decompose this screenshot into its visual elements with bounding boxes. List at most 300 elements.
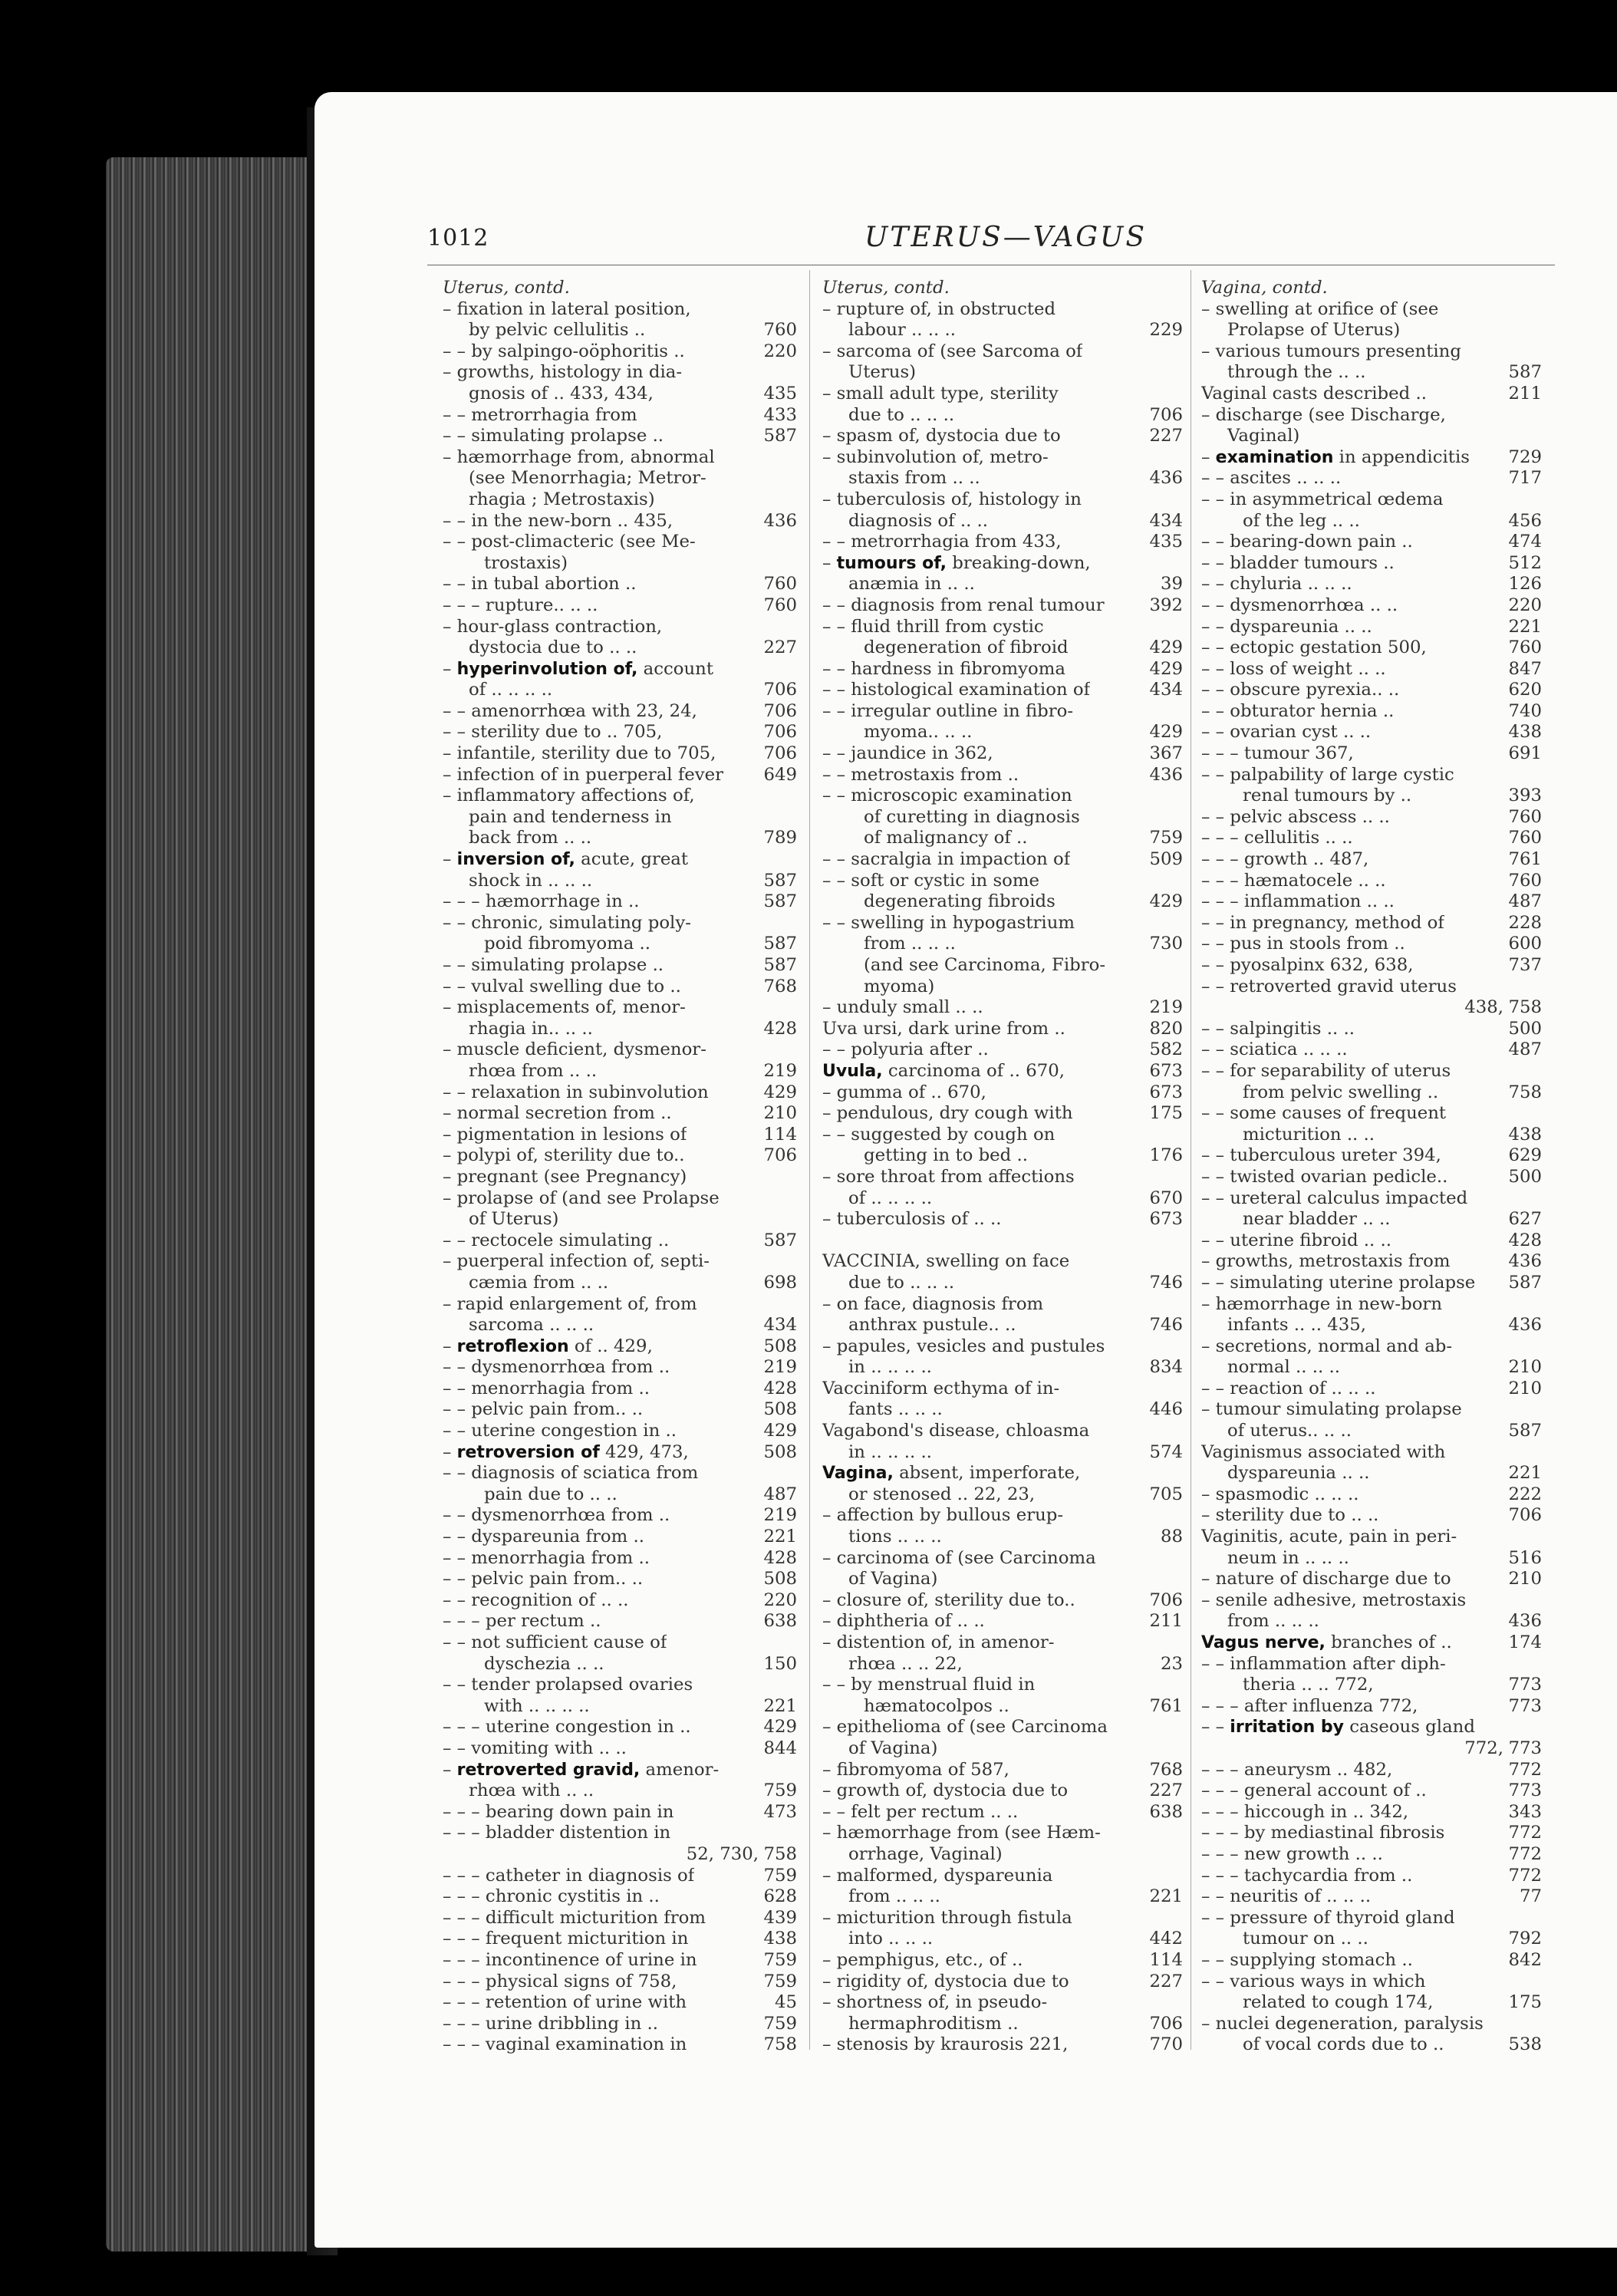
entry-text: neum in .. .. .. [1227, 1547, 1349, 1568]
entry-text: – – tuberculous ureter 394, [1201, 1145, 1441, 1166]
entry-text: – nuclei degeneration, paralysis [1201, 2013, 1484, 2034]
page-reference: 844 [763, 1738, 797, 1758]
entry-text: – – some causes of frequent [1201, 1103, 1447, 1124]
index-entry [1201, 1992, 1542, 2014]
index-entry [822, 278, 1183, 299]
entry-text: Uterus, contd. [443, 278, 570, 298]
index-entry [1201, 1039, 1542, 1061]
index-entry [822, 1336, 1183, 1358]
entry-text: – infection of in puerperal fever [443, 764, 724, 785]
page-reference: 673 [1149, 1082, 1183, 1102]
page-reference: 759 [763, 1780, 797, 1801]
page-reference: 772 [1508, 1823, 1542, 1843]
page-reference: 758 [763, 1843, 797, 1864]
index-entry [1201, 1484, 1542, 1506]
entry-text: of Vagina) [848, 1738, 938, 1758]
entry-text: – carcinoma of (see Carcinoma [822, 1547, 1096, 1568]
entry-text: back from .. .. [469, 828, 592, 848]
index-entry [822, 574, 1183, 595]
index-entry [1201, 1421, 1542, 1442]
entry-text: – – twisted ovarian pedicle.. [1201, 1166, 1448, 1187]
entry-text: in .. .. .. .. [848, 1441, 932, 1462]
index-entry [822, 447, 1183, 469]
index-entry [443, 1167, 797, 1188]
index-entry [443, 1336, 797, 1358]
index-entry [822, 1675, 1183, 1696]
page-reference: 436 [763, 510, 797, 531]
entry-text: dyschezia .. .. [484, 1653, 604, 1674]
index-entry [822, 1315, 1183, 1336]
page-reference: 487 [763, 1484, 797, 1504]
entry-text: – spasmodic .. .. .. [1201, 1484, 1359, 1504]
index-entry [822, 2034, 1183, 2056]
entry-text: 438, [1464, 997, 1503, 1018]
page-reference: 706 [763, 680, 797, 700]
index-entry [822, 1039, 1183, 1061]
page-reference: 500 [1508, 1166, 1542, 1187]
entry-text: – epithelioma of (see Carcinoma [822, 1717, 1108, 1738]
page-reference: 698 [763, 1272, 797, 1293]
entry-text: – fibromyoma of 587, [822, 1759, 1009, 1780]
entry-text: Uterus) [848, 362, 917, 383]
page-reference: 434 [763, 1315, 797, 1336]
page-reference: 439 [763, 1907, 797, 1928]
entry-text: tions .. .. .. [848, 1527, 942, 1547]
page-reference: 508 [763, 1336, 797, 1356]
entry-text: – sore throat from affections [822, 1166, 1075, 1187]
index-entry [822, 1760, 1183, 1781]
index-entry [443, 1590, 797, 1612]
entry-text: – – bladder tumours .. [1201, 552, 1395, 573]
index-entry [443, 1399, 797, 1421]
entry-text: from pelvic swelling .. [1243, 1082, 1439, 1102]
entry-text: – – for separability of uterus [1201, 1060, 1451, 1081]
entry-text: – – chyluria .. .. .. [1201, 574, 1352, 595]
page-reference: 487 [1508, 1039, 1542, 1060]
index-entry [822, 1590, 1183, 1612]
entry-text: – sterility due to .. .. [1201, 1505, 1379, 1526]
page-reference: 429 [763, 1082, 797, 1102]
entry-text: – – pelvic pain from.. .. [443, 1569, 644, 1589]
index-entry [443, 468, 797, 489]
entry-text: – discharge (see Discharge, [1201, 404, 1446, 425]
page-reference: 508 [763, 1441, 797, 1462]
page-reference: 210 [1508, 1569, 1542, 1589]
page-reference: 761 [1149, 1695, 1183, 1716]
index-entry [822, 1992, 1183, 2014]
page-reference: 759 [763, 2013, 797, 2034]
index-entry [1201, 1929, 1542, 1950]
page-reference: 456 [1508, 510, 1542, 531]
page-reference: 706 [763, 743, 797, 764]
entry-text: – – – hæmorrhage in .. [443, 891, 640, 912]
index-entry [443, 1950, 797, 1972]
index-entry [443, 659, 797, 680]
entry-text: – – recognition of .. .. [443, 1589, 629, 1610]
index-entry [1201, 574, 1542, 595]
index-entry [1201, 1082, 1542, 1104]
index-entry [822, 1866, 1183, 1887]
entry-text: – – by menstrual fluid in [822, 1675, 1036, 1695]
entry-text: due to .. .. .. [848, 1272, 955, 1293]
entry-text: – growth of, dystocia due to [822, 1780, 1069, 1801]
entry-text: – growths, metrostaxis from [1201, 1251, 1451, 1272]
entry-text: – misplacements of, menor- [443, 997, 686, 1018]
index-entry [1201, 1315, 1542, 1336]
page-reference: 627 [1508, 1209, 1542, 1230]
entry-text: diagnosis of .. .. [848, 510, 989, 531]
index-entry [443, 1315, 797, 1336]
entry-text: in .. .. .. .. [848, 1357, 932, 1378]
index-entry [822, 997, 1183, 1019]
index-entry [1201, 1802, 1542, 1823]
index-entry [1201, 595, 1542, 617]
entry-heading: retroverted gravid, [456, 1760, 641, 1780]
index-entry [822, 680, 1183, 701]
entry-text: – – – tachycardia from .. [1201, 1865, 1413, 1886]
index-entry [443, 1421, 797, 1442]
index-entry [1201, 637, 1542, 659]
index-entry [443, 1251, 797, 1273]
entry-text: – – irritation by caseous gland [1201, 1717, 1475, 1738]
index-entry [443, 807, 797, 828]
index-entry [1201, 511, 1542, 532]
entry-text: degeneration of fibroid [864, 637, 1069, 658]
page-reference: 175 [1508, 1992, 1542, 2013]
entry-text: – micturition through fistula [822, 1907, 1072, 1928]
page-reference: 761 [1508, 849, 1542, 870]
entry-text: related to cough 174, [1243, 1992, 1434, 2013]
page-reference: 773 [1508, 1695, 1542, 1716]
entry-text: – rigidity of, dystocia due to [822, 1971, 1069, 1991]
index-entry [1201, 701, 1542, 723]
entry-text: – – uterine fibroid .. .. [1201, 1230, 1392, 1250]
index-entry [822, 934, 1183, 955]
index-entry [822, 871, 1183, 892]
page-reference: 428 [763, 1378, 797, 1398]
entry-text: – – suggested by cough on [822, 1124, 1055, 1145]
page-reference: 392 [1149, 595, 1183, 615]
index-entry [443, 1442, 797, 1464]
index-entry [1201, 1738, 1542, 1760]
index-entry [443, 1548, 797, 1570]
entry-text: – – retroverted gravid uterus [1201, 976, 1457, 996]
index-entry [443, 743, 797, 765]
index-entry [443, 849, 797, 871]
index-entry [443, 1039, 797, 1061]
entry-text: – – microscopic examination [822, 786, 1072, 806]
entry-text: – – in pregnancy, method of [1201, 912, 1444, 933]
page-reference: 768 [1149, 1759, 1183, 1780]
page-reference: 220 [763, 341, 797, 361]
entry-text: – – ascites .. .. .. [1201, 468, 1342, 489]
page-reference: 706 [763, 1145, 797, 1166]
entry-text: – subinvolution of, metro- [822, 446, 1049, 467]
entry-text: – – simulating prolapse .. [443, 426, 664, 446]
index-entry [443, 2014, 797, 2035]
index-entry [822, 765, 1183, 786]
page-reference: 772 [1508, 1759, 1542, 1780]
entry-text: – – bearing-down pain .. [1201, 532, 1413, 552]
index-entry [822, 828, 1183, 849]
entry-text: Uterus, contd. [822, 278, 950, 298]
index-entry [443, 1632, 797, 1654]
entry-text: degenerating fibroids [864, 891, 1055, 912]
index-entry [443, 341, 797, 363]
entry-text: – – – retention of urine with [443, 1992, 687, 2013]
index-entry [1201, 1442, 1542, 1464]
entry-text: – – – urine dribbling in .. [443, 2013, 659, 2034]
entry-text: anthrax pustule.. .. [848, 1315, 1016, 1336]
entry-text: – diphtheria of .. .. [822, 1611, 985, 1632]
entry-text: – – – per rectum .. [443, 1611, 601, 1632]
index-entry [822, 659, 1183, 680]
entry-text: – spasm of, dystocia due to [822, 426, 1061, 446]
page-reference: 600 [1508, 934, 1542, 954]
index-entry [822, 362, 1183, 384]
entry-text: – – dyspareunia .. .. [1201, 616, 1372, 637]
index-entry [1201, 384, 1542, 405]
page-reference: 39 [1160, 574, 1183, 595]
index-entry [822, 1696, 1183, 1718]
index-entry [1201, 997, 1542, 1019]
entry-text: – – hardness in fibromyoma [822, 658, 1065, 679]
entry-text: – – amenorrhœa with 23, 24, [443, 700, 697, 721]
page-reference: 691 [1508, 743, 1542, 764]
entry-text: – – pressure of thyroid gland [1201, 1907, 1455, 1928]
entry-text: – retroflexion of .. 429, [443, 1336, 653, 1356]
page-reference: 210 [763, 1103, 797, 1124]
index-entry [1201, 1908, 1542, 1929]
page-reference: 219 [763, 1060, 797, 1081]
index-entry [1201, 1251, 1542, 1273]
entry-text: VACCINIA, swelling on face [822, 1251, 1070, 1272]
page-reference: 150 [763, 1653, 797, 1674]
page-reference: 706 [1149, 2013, 1183, 2034]
index-entry [822, 1654, 1183, 1675]
page-reference: 428 [763, 1018, 797, 1039]
entry-text: Vagina, absent, imperforate, [822, 1463, 1081, 1484]
index-entry [822, 1780, 1183, 1802]
entry-text: anæmia in .. .. [848, 574, 975, 595]
index-entry [822, 1103, 1183, 1125]
entry-text: with .. .. .. .. [484, 1695, 590, 1716]
index-entry [1201, 1505, 1542, 1527]
entry-text: gnosis of .. 433, 434, [469, 383, 654, 404]
entry-text: rhœa .. .. 22, [848, 1653, 963, 1674]
index-entry [822, 701, 1183, 723]
index-entry [822, 1019, 1183, 1040]
page-reference: 587 [763, 1230, 797, 1250]
page-reference: 219 [763, 1505, 797, 1526]
index-entry [822, 1908, 1183, 1929]
index-entry [443, 617, 797, 638]
page-reference: 587 [763, 934, 797, 954]
index-entry [443, 1738, 797, 1760]
index-entry [822, 1527, 1183, 1548]
entry-heading: retroflexion [456, 1336, 569, 1356]
entry-text: – – soft or cystic in some [822, 870, 1039, 891]
index-entry [443, 871, 797, 892]
index-entry [443, 1780, 797, 1802]
entry-text: – – metrorrhagia from [443, 404, 637, 425]
entry-text: – – relaxation in subinvolution [443, 1082, 709, 1102]
entry-text: – muscle deficient, dysmenor- [443, 1039, 706, 1060]
page-reference: 436 [1149, 468, 1183, 489]
index-entry [1201, 1611, 1542, 1632]
entry-text: – – rectocele simulating .. [443, 1230, 670, 1250]
index-entry [822, 1379, 1183, 1400]
index-entry [822, 1061, 1183, 1082]
index-entry [822, 617, 1183, 638]
entry-text: – – – after influenza 772, [1201, 1695, 1418, 1716]
entry-text: of vocal cords due to .. [1243, 2034, 1444, 2055]
entry-heading: inversion of, [456, 850, 575, 870]
page-reference: 587 [763, 955, 797, 975]
index-entry [822, 849, 1183, 871]
page-reference: 438 [763, 1929, 797, 1949]
entry-text: orrhage, Vaginal) [848, 1843, 1003, 1864]
index-entry [822, 977, 1183, 998]
entry-text: – senile adhesive, metrostaxis [1201, 1589, 1467, 1610]
index-entry [822, 1357, 1183, 1379]
page-reference: 88 [1160, 1527, 1183, 1547]
entry-text: – malformed, dyspareunia [822, 1865, 1053, 1886]
page-reference: 730 [1149, 934, 1183, 954]
page-reference: 429 [1149, 658, 1183, 679]
index-entry [1201, 786, 1542, 807]
entry-text: – infantile, sterility due to 705, [443, 743, 716, 764]
entry-heading: hyperinvolution of, [456, 659, 638, 679]
page-reference: 587 [763, 426, 797, 446]
page-number: 1012 [427, 225, 489, 252]
page-reference: 429 [763, 1717, 797, 1738]
entry-text: – – – growth .. 487, [1201, 849, 1369, 870]
entry-text: – – loss of weight .. .. [1201, 658, 1386, 679]
entry-text: rhagia in.. .. .. [469, 1018, 593, 1039]
entry-text: – secretions, normal and ab- [1201, 1336, 1453, 1356]
entry-text: – hæmorrhage in new-born [1201, 1293, 1443, 1314]
index-entry [822, 1611, 1183, 1632]
page-reference: 740 [1508, 700, 1542, 721]
page-reference: 673 [1149, 1060, 1183, 1081]
index-entry [1201, 489, 1542, 511]
entry-text: – – ovarian cyst .. .. [1201, 722, 1372, 743]
index-entry [443, 1209, 797, 1230]
entry-text: from .. .. .. [1227, 1611, 1319, 1632]
page-reference: 438 [1508, 1124, 1542, 1145]
index-entry [443, 1717, 797, 1738]
entry-text: – hæmorrhage from, abnormal [443, 446, 715, 467]
index-entry [1201, 807, 1542, 828]
page-reference: 574 [1149, 1441, 1183, 1462]
entry-text: – – fluid thrill from cystic [822, 616, 1044, 637]
index-entry [1201, 1103, 1542, 1125]
entry-text: – – dysmenorrhœa .. .. [1201, 595, 1398, 615]
index-entry [443, 1019, 797, 1040]
page-reference: 706 [1508, 1505, 1542, 1526]
page-reference: 792 [1508, 1929, 1542, 1949]
entry-text: – – various ways in which [1201, 1971, 1426, 1991]
page-reference: 487 [1508, 891, 1542, 912]
index-entry [822, 955, 1183, 977]
page-reference: 587 [763, 870, 797, 891]
index-entry [822, 1273, 1183, 1294]
entry-text: staxis from .. .. [848, 468, 980, 489]
entry-text: – – metrorrhagia from 433, [822, 532, 1062, 552]
entry-text: – – pelvic abscess .. .. [1201, 806, 1390, 827]
index-entry [443, 1145, 797, 1167]
entry-text: of uterus.. .. .. [1227, 1421, 1352, 1441]
page-reference: 219 [1149, 997, 1183, 1018]
page-reference: 760 [1508, 637, 1542, 658]
entry-text: – shortness of, in pseudo- [822, 1992, 1048, 2013]
index-entry [1201, 2014, 1542, 2035]
entry-text: shock in .. .. .. [469, 870, 593, 891]
index-entry [443, 786, 797, 807]
index-entry [443, 1357, 797, 1379]
page-reference: 436 [1508, 1611, 1542, 1632]
entry-text: – – – new growth .. .. [1201, 1843, 1383, 1864]
index-entry [822, 1082, 1183, 1104]
index-entry [1201, 1019, 1542, 1040]
entry-text: – – – aneurysm .. 482, [1201, 1759, 1393, 1780]
page-reference: 229 [1149, 320, 1183, 341]
index-entry [822, 489, 1183, 511]
page-reference: 434 [1149, 680, 1183, 700]
entry-text: – examination in appendicitis [1201, 446, 1470, 467]
entry-text: myoma) [864, 976, 935, 996]
entry-text: – – – general account of .. [1201, 1780, 1427, 1801]
index-entry [443, 1823, 797, 1844]
index-entry [1201, 1167, 1542, 1188]
entry-text: – – – bearing down pain in [443, 1801, 674, 1822]
index-entry [443, 934, 797, 955]
index-entry [443, 1844, 797, 1866]
entry-text: – – sacralgia in impaction of [822, 849, 1071, 870]
entry-text: – polypi of, sterility due to.. [443, 1145, 685, 1166]
entry-text: – – diagnosis of sciatica from [443, 1463, 699, 1484]
page-reference: 509 [1149, 849, 1183, 870]
index-entry [1201, 891, 1542, 913]
index-entry [443, 1061, 797, 1082]
entry-text: – – – incontinence of urine in [443, 1949, 697, 1970]
page-reference: 428 [1508, 1230, 1542, 1250]
index-entry [1201, 468, 1542, 489]
index-entry [1201, 871, 1542, 892]
entry-text: – small adult type, sterility [822, 383, 1059, 404]
index-entry [443, 1463, 797, 1484]
entry-text: – – – rupture.. .. .. [443, 595, 598, 615]
index-entry [1201, 1823, 1542, 1844]
entry-text: – closure of, sterility due to.. [822, 1589, 1075, 1610]
index-entry [1201, 913, 1542, 934]
page-reference: 789 [763, 828, 797, 848]
entry-text: – – metrostaxis from .. [822, 764, 1019, 785]
page-reference: 435 [1149, 532, 1183, 552]
index-entry [822, 1230, 1183, 1252]
page-reference: 773 [1508, 1675, 1542, 1695]
entry-text: – – obscure pyrexia.. .. [1201, 680, 1400, 700]
entry-text: – hour-glass contraction, [443, 616, 663, 637]
page-reference: 638 [763, 1611, 797, 1632]
entry-text: – – palpability of large cystic [1201, 764, 1454, 785]
index-entry [443, 1527, 797, 1548]
index-entry [1201, 426, 1542, 447]
entry-text: tumour on .. .. [1243, 1929, 1368, 1949]
entry-text: – – – difficult micturition from [443, 1907, 706, 1928]
entry-text: – – simulating prolapse .. [443, 955, 664, 975]
